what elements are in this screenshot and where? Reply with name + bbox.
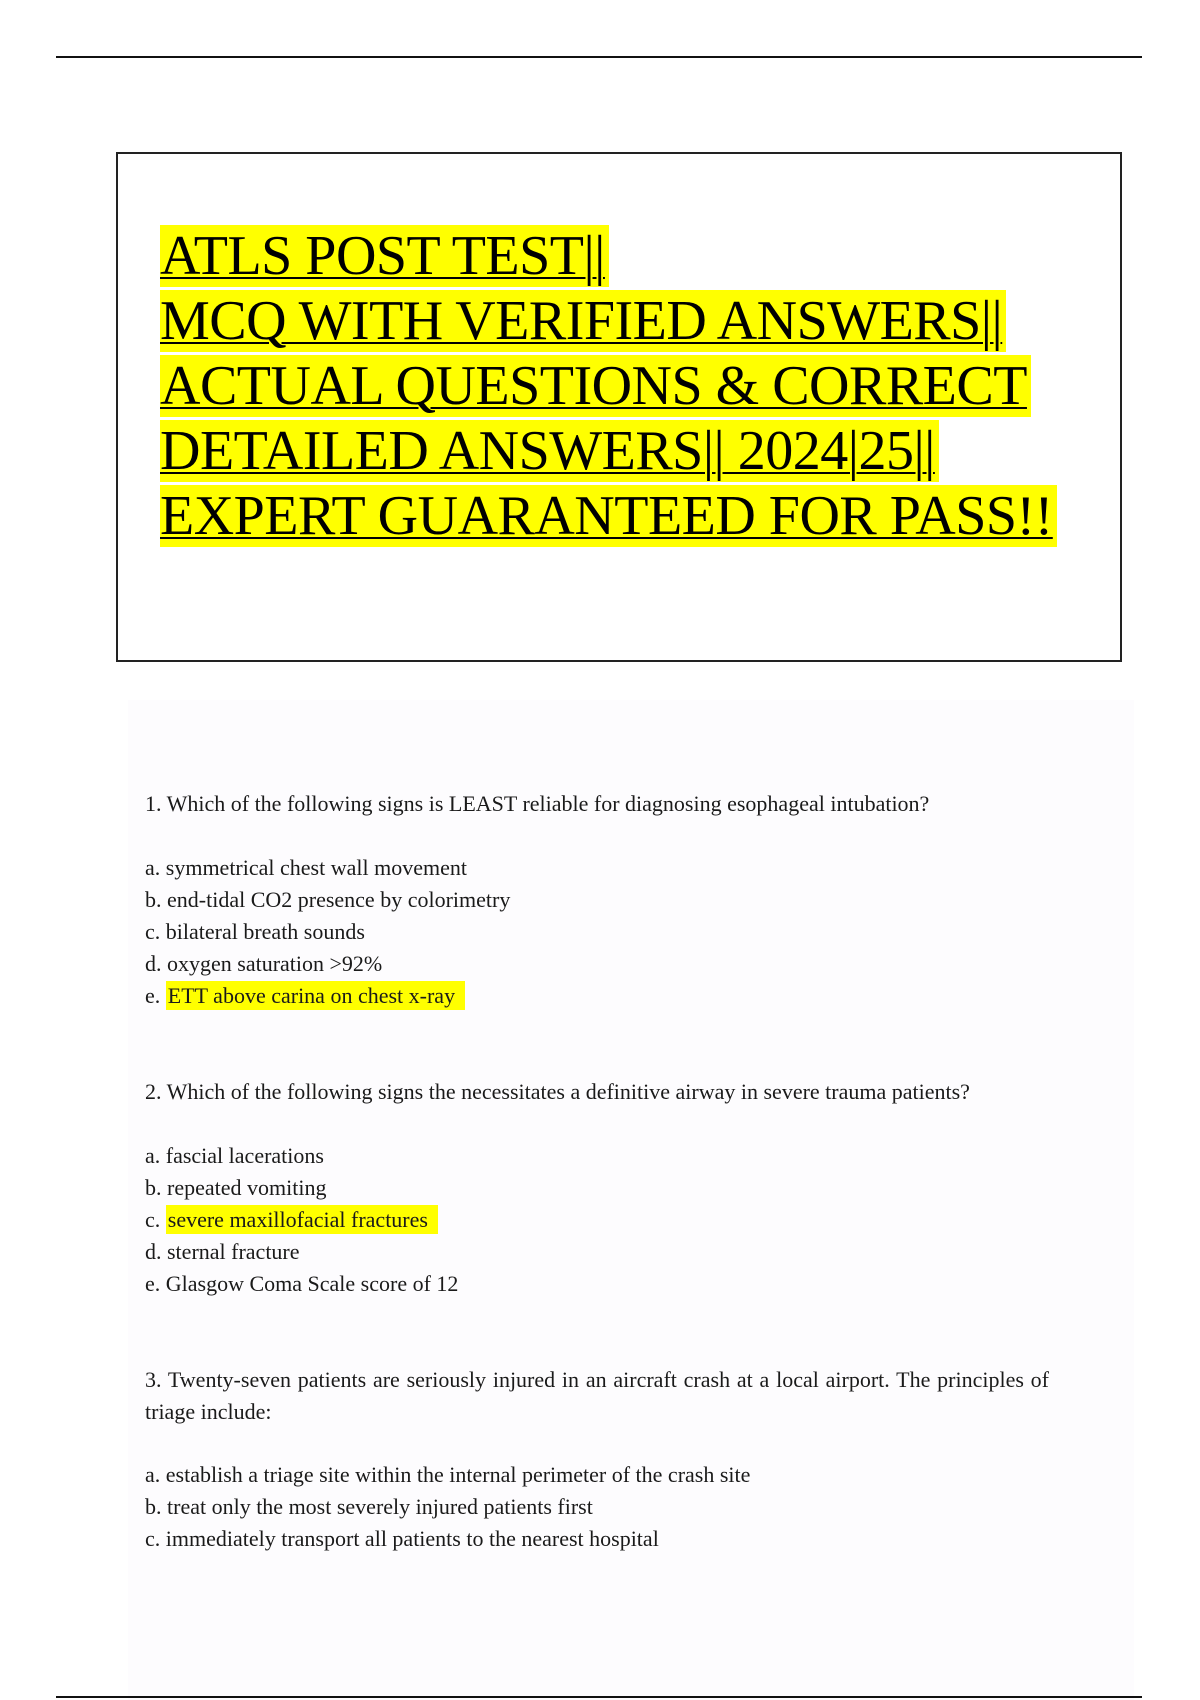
answer-option: b. repeated vomiting [145, 1175, 327, 1200]
title-line: EXPERT GUARANTEED FOR PASS!! [160, 484, 1057, 549]
answer-option: a. establish a triage site within the internal perimeter of the crash site [145, 1462, 751, 1487]
question-3-stem: 3. Twenty-seven patients are seriously injured in an aircraft crash at a local airport. The principles of triage include: [145, 1367, 1049, 1424]
answer-option: c. immediately transport all patients to the nearest hospital [145, 1526, 659, 1551]
correct-answer-highlight: ETT above carina on chest x-ray [166, 981, 465, 1010]
answer-option: d. sternal fracture [145, 1239, 300, 1264]
title-line: MCQ WITH VERIFIED ANSWERS|| [160, 289, 1057, 354]
header-rule [56, 56, 1142, 58]
answer-option: c. bilateral breath sounds [145, 919, 365, 944]
document-title [160, 224, 1057, 549]
question-1-options [145, 852, 510, 1012]
title-line: DETAILED ANSWERS|| 2024|25|| [160, 419, 1057, 484]
question-2-stem: 2. Which of the following signs the necessitates a definitive airway in severe trauma patients? [145, 1079, 970, 1104]
answer-option: b. treat only the most severely injured patients first [145, 1494, 593, 1519]
title-box [116, 152, 1122, 662]
answer-option: e. Glasgow Coma Scale score of 12 [145, 1271, 459, 1296]
correct-answer-option: c. severe maxillofacial fractures [145, 1204, 458, 1236]
answer-option: d. oxygen saturation >92% [145, 951, 383, 976]
answer-option: b. end-tidal CO2 presence by colorimetry [145, 887, 511, 912]
correct-answer-option: e. ETT above carina on chest x-ray [145, 980, 510, 1012]
question-3-options [145, 1459, 750, 1555]
question-2-options [145, 1140, 458, 1300]
correct-answer-highlight: severe maxillofacial fractures [166, 1205, 438, 1234]
answer-option: a. symmetrical chest wall movement [145, 855, 467, 880]
title-line: ACTUAL QUESTIONS & CORRECT [160, 354, 1057, 419]
question-1-stem: 1. Which of the following signs is LEAST reliable for diagnosing esophageal intubation? [145, 791, 930, 816]
title-line: ATLS POST TEST|| [160, 224, 1057, 289]
answer-option: a. fascial lacerations [145, 1143, 324, 1168]
footer-rule [56, 1696, 1142, 1698]
